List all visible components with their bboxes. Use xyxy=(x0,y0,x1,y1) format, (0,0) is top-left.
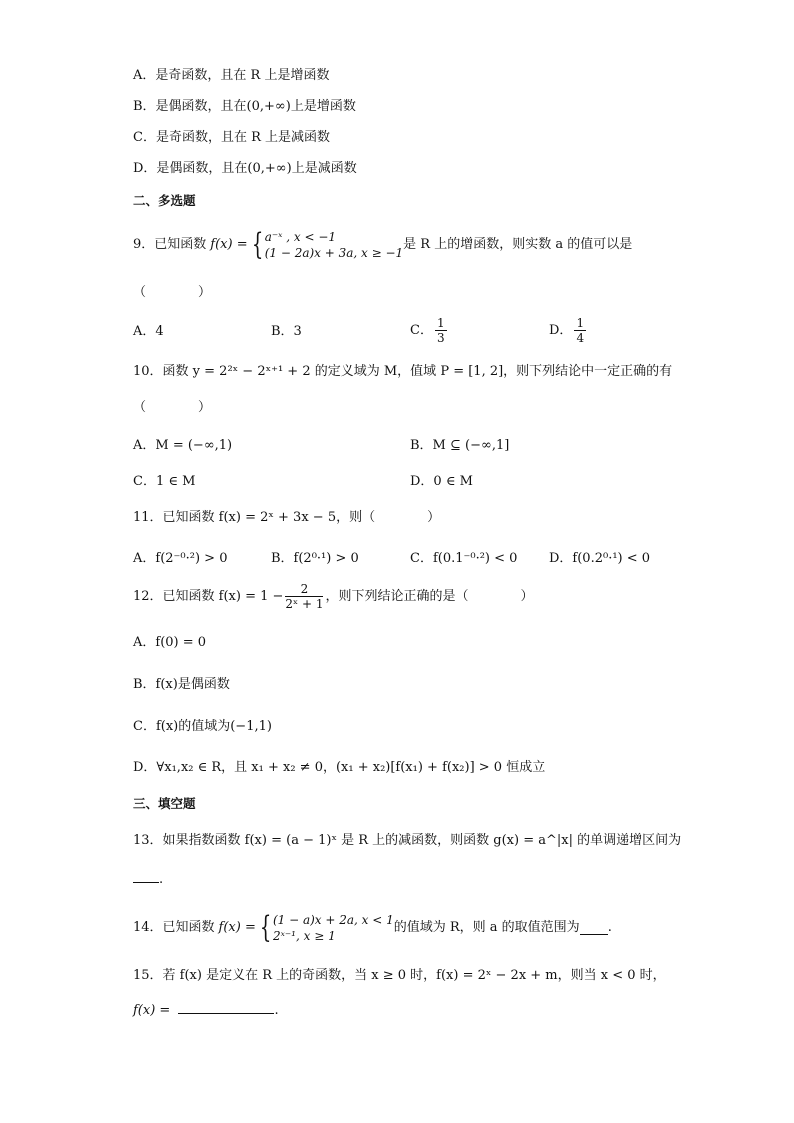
q9-case-1: a⁻ˣ , x < −1 xyxy=(264,230,337,244)
q14-function: f(x) = xyxy=(218,920,256,935)
q14-suffix: 的值域为 R，则 a 的取值范围为 xyxy=(393,920,580,935)
q11-option-d: D．f(0.2⁰·¹) < 0 xyxy=(549,551,651,566)
q9-option-c-label: C． xyxy=(410,322,433,338)
q9-option-d-label: D． xyxy=(549,322,573,338)
q12-prefix: 12．已知函数 f(x) = 1 − xyxy=(133,588,284,604)
q14-answer-blank[interactable] xyxy=(580,922,608,935)
q9-option-d xyxy=(549,316,588,345)
q9-answer-paren: （ ） xyxy=(133,285,212,300)
q9-function: f(x) = xyxy=(210,237,248,252)
q13-answer-blank[interactable] xyxy=(133,870,159,883)
q8-option-b: B．是偶函数，且在(0,+∞)上是增函数 xyxy=(133,99,356,114)
q10-option-d: D．0 ∈ M xyxy=(410,474,473,489)
q10-stem: 10．函数 y = 2²ˣ − 2ˣ⁺¹ + 2 的定义域为 M，值域 P = [1, 2]，则下列结论中一定正确的有 xyxy=(133,364,673,379)
q10-option-b: B．M ⊆ (−∞,1] xyxy=(410,438,510,453)
q11-option-c: C．f(0.1⁻⁰·²) < 0 xyxy=(410,551,518,566)
q8-option-d: D．是偶函数，且在(0,+∞)上是减函数 xyxy=(133,161,357,176)
q12-fraction xyxy=(285,582,323,611)
q12-option-a: A．f(0) = 0 xyxy=(133,635,207,650)
q9-suffix: 是 R 上的增函数，则实数 a 的值可以是 xyxy=(403,237,633,252)
q11-option-b: B．f(2⁰·¹) > 0 xyxy=(271,551,359,566)
brace-icon: { xyxy=(259,910,272,945)
q11-option-a: A．f(2⁻⁰·²) > 0 xyxy=(133,551,228,566)
q12-suffix: ，则下列结论正确的是（ ） xyxy=(325,588,534,604)
q9-option-b: B．3 xyxy=(271,324,302,339)
q15-answer-blank[interactable] xyxy=(178,1001,274,1014)
q8-option-a: A．是奇函数，且在 R 上是增函数 xyxy=(133,68,330,83)
q9-option-a: A．4 xyxy=(133,324,164,339)
q11-stem: 11．已知函数 f(x) = 2ˣ + 3x − 5，则（ ） xyxy=(133,510,441,525)
q14-stem xyxy=(133,912,612,944)
q14-prefix: 14．已知函数 xyxy=(133,920,215,935)
q12-stem xyxy=(133,582,533,611)
q15-answer-prefix: f(x) = xyxy=(133,1003,171,1018)
q9-piecewise xyxy=(248,229,404,261)
q8-option-c: C．是奇函数，且在 R 上是减函数 xyxy=(133,130,330,145)
q10-option-a: A．M = (−∞,1) xyxy=(133,438,233,453)
q14-case-1: (1 − a)x + 2a, x < 1 xyxy=(272,913,394,927)
fraction-denominator: 2ˣ + 1 xyxy=(285,597,324,611)
q13-answer-line xyxy=(133,870,163,890)
fraction-numerator: 1 xyxy=(576,316,585,330)
section-title-fill-in: 三、填空题 xyxy=(133,796,196,811)
q15-tail: . xyxy=(274,1003,279,1018)
fraction-denominator: 3 xyxy=(436,331,445,345)
q15-answer-line xyxy=(133,1001,279,1021)
q10-answer-paren: （ ） xyxy=(133,400,212,415)
q15-stem: 15．若 f(x) 是定义在 R 上的奇函数，当 x ≥ 0 时，f(x) = 2ˣ − 2x + m，则当 x < 0 时， xyxy=(133,968,666,983)
q9-option-d-fraction xyxy=(574,316,586,345)
brace-icon: { xyxy=(251,227,263,262)
q13-stem: 13．如果指数函数 f(x) = (a − 1)ˣ 是 R 上的减函数，则函数 g(x) = a^|x| 的单调递增区间为 xyxy=(133,833,682,848)
q14-piecewise xyxy=(256,912,394,944)
fraction-numerator: 2 xyxy=(285,582,323,597)
q9-case-2: (1 − 2a)x + 3a, x ≥ −1 xyxy=(264,246,404,260)
q12-option-b: B．f(x)是偶函数 xyxy=(133,677,230,692)
q14-tail: . xyxy=(607,920,612,935)
q9-stem xyxy=(133,229,632,261)
fraction-denominator: 4 xyxy=(576,331,585,345)
q13-tail: . xyxy=(159,872,164,887)
q10-option-c: C．1 ∈ M xyxy=(133,474,196,489)
q9-option-c-fraction xyxy=(435,316,447,345)
q9-prefix: 9．已知函数 xyxy=(133,237,207,252)
q9-option-c xyxy=(410,316,449,345)
section-title-multiple-choice: 二、多选题 xyxy=(133,193,196,208)
q14-case-2: 2ˣ⁻¹, x ≥ 1 xyxy=(272,929,336,943)
q12-option-c: C．f(x)的值域为(−1,1) xyxy=(133,719,272,734)
q12-option-d: D．∀x₁,x₂ ∈ R，且 x₁ + x₂ ≠ 0，(x₁ + x₂)[f(x₁) + f(x₂)] > 0 恒成立 xyxy=(133,760,546,775)
fraction-numerator: 1 xyxy=(436,316,445,330)
